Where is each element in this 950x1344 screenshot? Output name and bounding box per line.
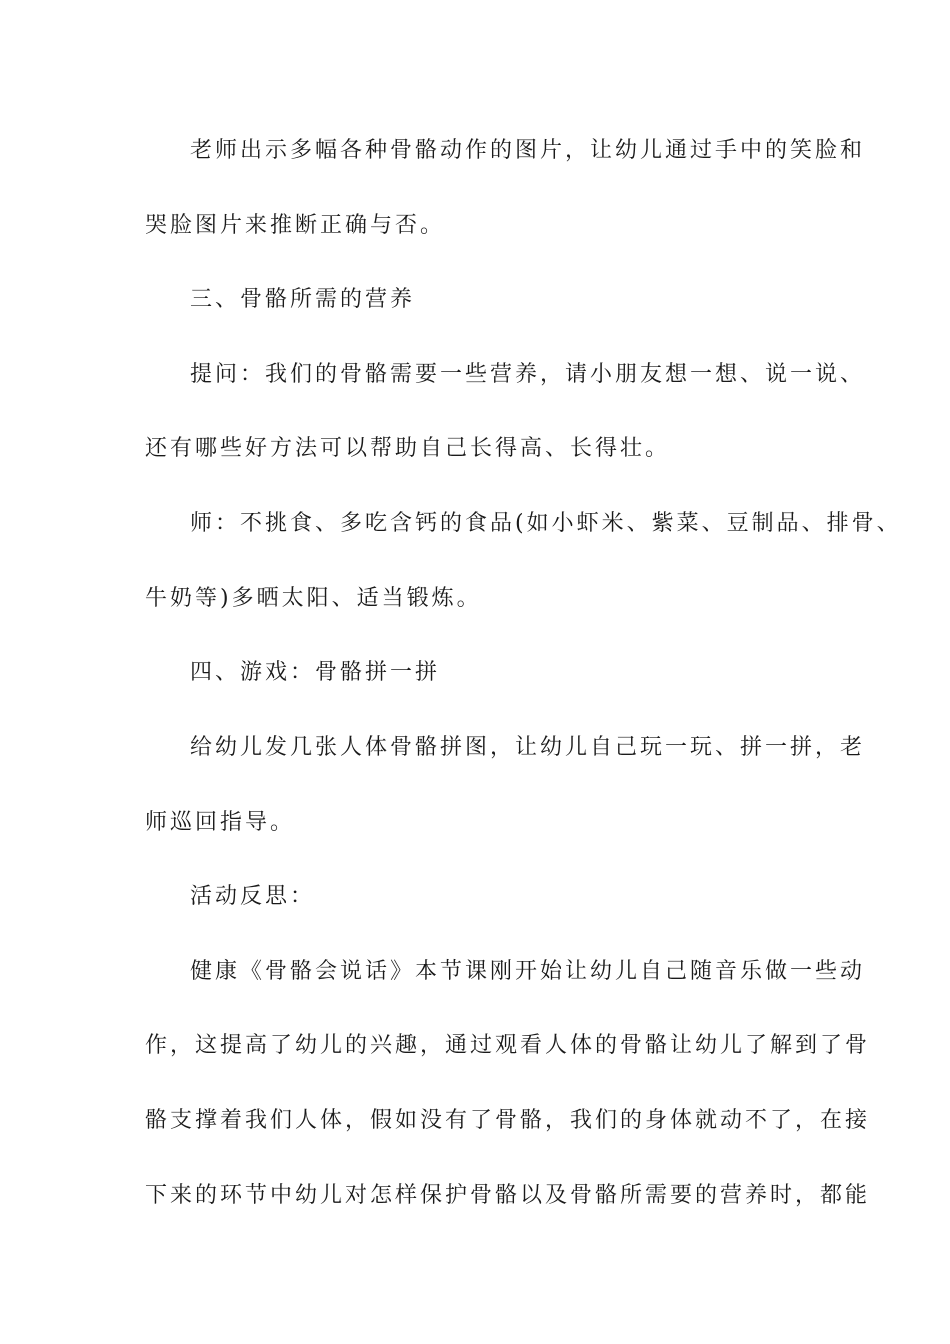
paragraph-line: 给幼儿发几张人体骨骼拼图，让幼儿自己玩一玩、拼一拼，老: [190, 735, 866, 760]
paragraph-line: 下来的环节中幼儿对怎样保护骨骼以及骨骼所需要的营养时，都能: [145, 1183, 871, 1208]
paragraph-line: 老师出示多幅各种骨骼动作的图片，让幼儿通过手中的笑脸和: [190, 138, 866, 163]
paragraph-line: 哭脸图片来推断正确与否。: [145, 213, 446, 238]
paragraph-line: 牛奶等)多晒太阳、适当锻炼。: [145, 586, 482, 611]
section-heading: 三、骨骼所需的营养: [190, 287, 416, 312]
paragraph-line: 提问：我们的骨骼需要一些营养，请小朋友想一想、说一说、: [190, 362, 866, 387]
section-heading: 活动反思：: [190, 884, 316, 909]
paragraph-line: 师巡回指导。: [145, 810, 296, 835]
paragraph-line: 健康《骨骼会说话》本节课刚开始让幼儿自己随音乐做一些动: [190, 959, 866, 984]
paragraph-line: 骼支撑着我们人体，假如没有了骨骼，我们的身体就动不了，在接: [145, 1108, 871, 1133]
section-heading: 四、游戏：骨骼拼一拼: [190, 660, 441, 685]
paragraph-line: 师：不挑食、多吃含钙的食品(如小虾米、紫菜、豆制品、排骨、: [190, 511, 902, 536]
paragraph-line: 还有哪些好方法可以帮助自己长得高、长得壮。: [145, 436, 671, 461]
paragraph-line: 作，这提高了幼儿的兴趣，通过观看人体的骨骼让幼儿了解到了骨: [145, 1033, 871, 1058]
